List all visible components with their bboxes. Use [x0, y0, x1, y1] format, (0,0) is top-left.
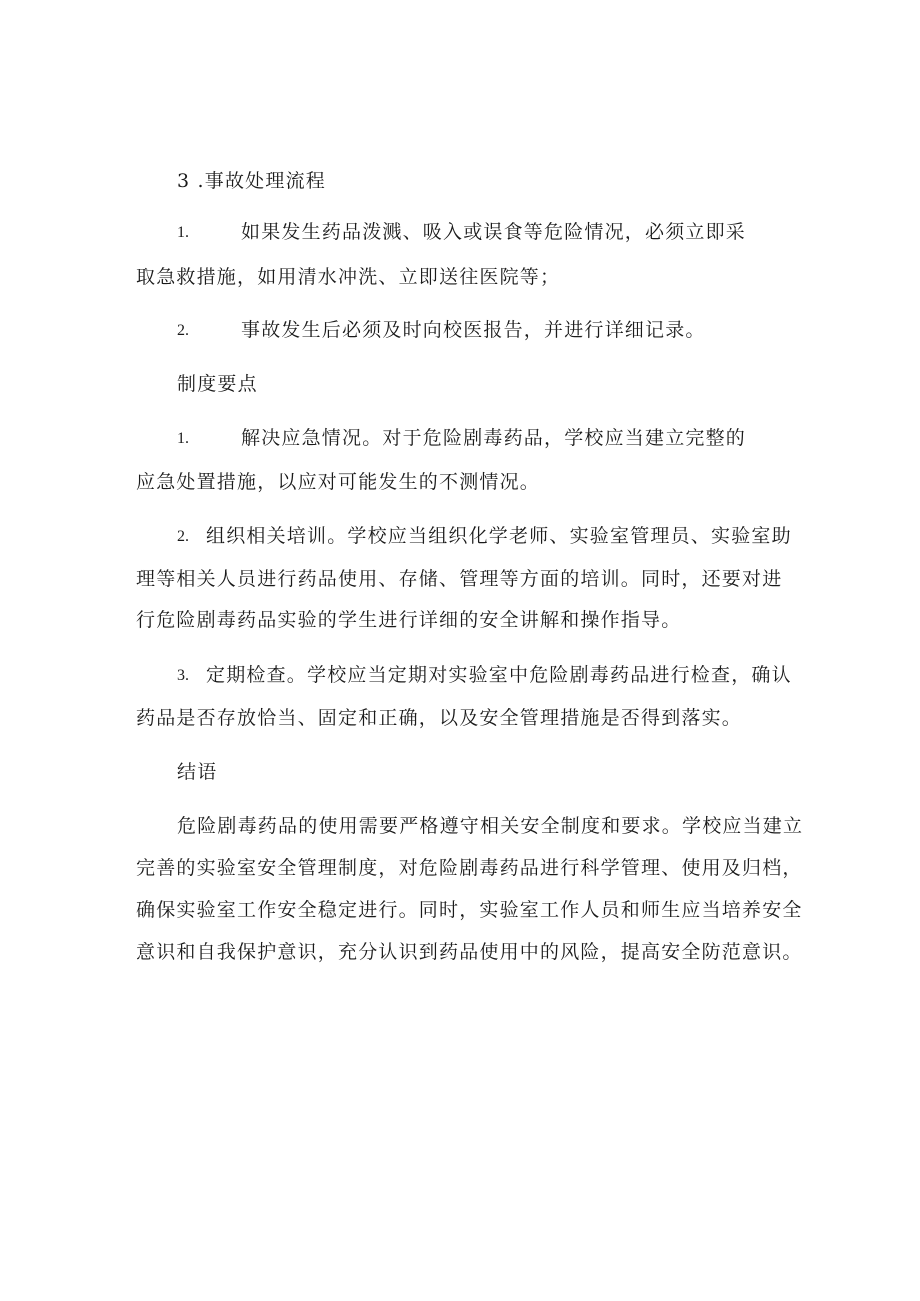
section-heading: 3 .事故处理流程 [177, 170, 326, 192]
paragraph-line: 应急处置措施，以应对可能发生的不测情况。 [136, 471, 541, 493]
paragraph-line: 理等相关人员进行药品使用、存储、管理等方面的培训。同时，还要对进 [136, 568, 783, 590]
list-item-number: 2. [177, 322, 189, 339]
paragraph-line: 危险剧毒药品的使用需要严格遵守相关安全制度和要求。学校应当建立 [177, 815, 804, 837]
paragraph-line: 如果发生药品泼溅、吸入或误食等危险情况，必须立即采 [241, 221, 747, 243]
paragraph-line: 取急救措施，如用清水冲洗、立即送往医院等； [136, 266, 561, 288]
list-item-number: 3. [177, 667, 189, 684]
paragraph-line: 完善的实验室安全管理制度，对危险剧毒药品进行科学管理、使用及归档， [136, 857, 803, 879]
list-item-number: 1. [177, 224, 189, 241]
list-item-number: 1. [177, 430, 189, 447]
paragraph-line: 意识和自我保护意识，充分认识到药品使用中的风险，提高安全防范意识。 [136, 941, 803, 963]
paragraph-line: 行危险剧毒药品实验的学生进行详细的安全讲解和操作指导。 [136, 609, 682, 631]
section-heading: 制度要点 [177, 373, 258, 395]
paragraph-line: 药品是否存放恰当、固定和正确，以及安全管理措施是否得到落实。 [136, 707, 743, 729]
section-heading: 结语 [177, 761, 218, 783]
paragraph-line: 确保实验室工作安全稳定进行。同时，实验室工作人员和师生应当培养安全 [136, 899, 803, 921]
paragraph-line: 解决应急情况。对于危险剧毒药品，学校应当建立完整的 [241, 427, 747, 449]
paragraph-line: 事故发生后必须及时向校医报告，并进行详细记录。 [241, 319, 706, 341]
paragraph-line: 组织相关培训。学校应当组织化学老师、实验室管理员、实验室助 [206, 525, 792, 547]
list-item-number: 2. [177, 528, 189, 545]
paragraph-line: 定期检查。学校应当定期对实验室中危险剧毒药品进行检查，确认 [206, 664, 792, 686]
